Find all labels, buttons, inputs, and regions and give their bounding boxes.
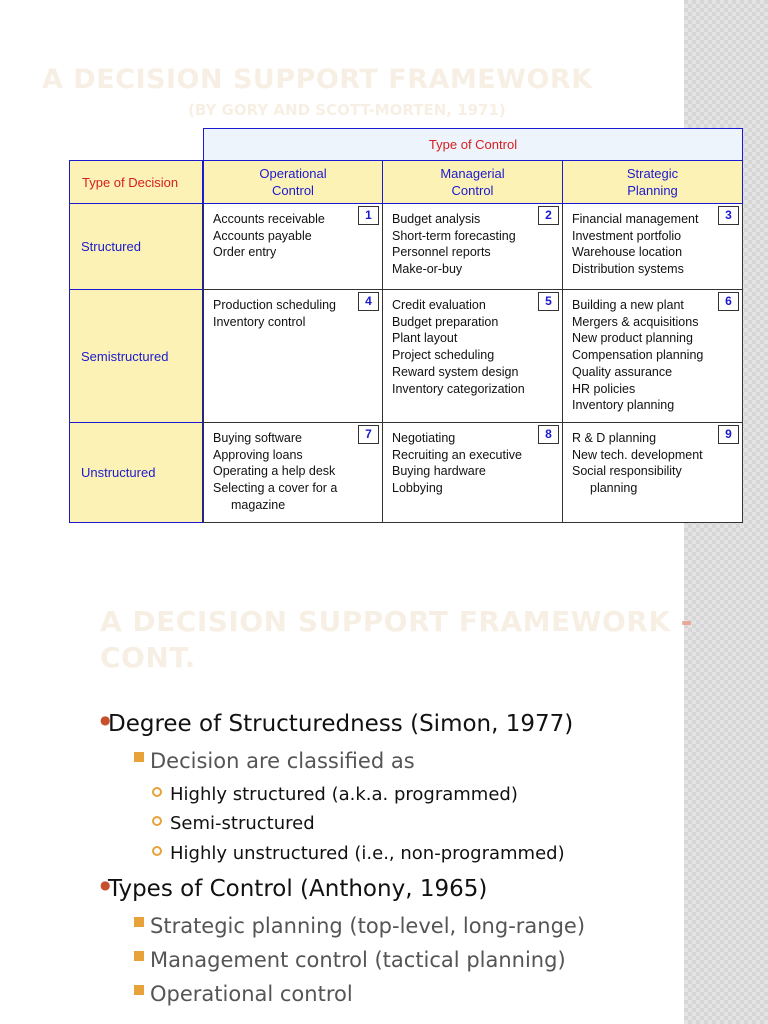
bullet-dot-icon: ● bbox=[100, 713, 111, 727]
cell-number-badge: 6 bbox=[718, 292, 739, 311]
cell-unstructured-strategic: R & D planning New tech. development Social responsibility planning 9 bbox=[563, 423, 743, 523]
bullet-level3: Highly structured (a.k.a. programmed) bbox=[152, 784, 518, 805]
circle-bullet-icon bbox=[152, 787, 162, 797]
bullet-level1: ● Degree of Structuredness (Simon, 1977) bbox=[100, 711, 574, 737]
bullet-level3: Semi-structured bbox=[152, 813, 315, 834]
slide1-title: A DECISION SUPPORT FRAMEWORK bbox=[42, 64, 593, 95]
column-header-strategic: Strategic Planning bbox=[563, 160, 743, 204]
cell-number-badge: 2 bbox=[538, 206, 559, 225]
circle-bullet-icon bbox=[152, 816, 162, 826]
cell-semistructured-managerial: Credit evaluation Budget preparation Plant layout Project scheduling Reward system design Inventory categorization 5 bbox=[383, 290, 563, 423]
cell-unstructured-operational: Buying software Approving loans Operating a help desk Selecting a cover for a magazine 7 bbox=[203, 423, 383, 523]
square-bullet-icon bbox=[134, 951, 144, 961]
cell-number-badge: 8 bbox=[538, 425, 559, 444]
type-of-decision-header: Type of Decision bbox=[69, 160, 203, 204]
square-bullet-icon bbox=[134, 917, 144, 927]
cell-number-badge: 1 bbox=[358, 206, 379, 225]
cell-number-badge: 4 bbox=[358, 292, 379, 311]
bullet-level2: Management control (tactical planning) bbox=[134, 948, 566, 972]
bullet-dot-icon: ● bbox=[100, 878, 111, 892]
type-of-control-header: Type of Control bbox=[203, 128, 743, 160]
square-bullet-icon bbox=[134, 752, 144, 762]
bullet-level2: Decision are classified as bbox=[134, 749, 415, 773]
decision-framework-table bbox=[69, 128, 743, 523]
cell-semistructured-strategic: Building a new plant Mergers & acquisitions New product planning Compensation planning Quality assurance HR policies Inventory planning 6 bbox=[563, 290, 743, 423]
cell-structured-operational: Accounts receivable Accounts payable Order entry 1 bbox=[203, 204, 383, 290]
bullet-level2: Operational control bbox=[134, 982, 353, 1006]
slide2-title: A DECISION SUPPORT FRAMEWORK - CONT. bbox=[100, 605, 693, 674]
bullet-level1: ● Types of Control (Anthony, 1965) bbox=[100, 876, 488, 902]
cell-number-badge: 9 bbox=[718, 425, 739, 444]
row-header-structured: Structured bbox=[69, 204, 203, 290]
row-header-unstructured: Unstructured bbox=[69, 423, 203, 523]
bullet-level2: Strategic planning (top-level, long-range) bbox=[134, 914, 585, 938]
cell-number-badge: 5 bbox=[538, 292, 559, 311]
row-header-semistructured: Semistructured bbox=[69, 290, 203, 423]
cell-structured-strategic: Financial management Investment portfolio Warehouse location Distribution systems 3 bbox=[563, 204, 743, 290]
cell-number-badge: 3 bbox=[718, 206, 739, 225]
column-header-operational: Operational Control bbox=[203, 160, 383, 204]
cell-unstructured-managerial: Negotiating Recruiting an executive Buying hardware Lobbying 8 bbox=[383, 423, 563, 523]
cell-number-badge: 7 bbox=[358, 425, 379, 444]
cell-semistructured-operational: Production scheduling Inventory control 4 bbox=[203, 290, 383, 423]
cell-structured-managerial: Budget analysis Short-term forecasting Personnel reports Make-or-buy 2 bbox=[383, 204, 563, 290]
bullet-level3: Highly unstructured (i.e., non-programmed) bbox=[152, 843, 565, 864]
circle-bullet-icon bbox=[152, 846, 162, 856]
column-header-managerial: Managerial Control bbox=[383, 160, 563, 204]
slide1-subtitle: (BY GORY AND SCOTT-MORTEN, 1971) bbox=[188, 101, 506, 119]
square-bullet-icon bbox=[134, 985, 144, 995]
